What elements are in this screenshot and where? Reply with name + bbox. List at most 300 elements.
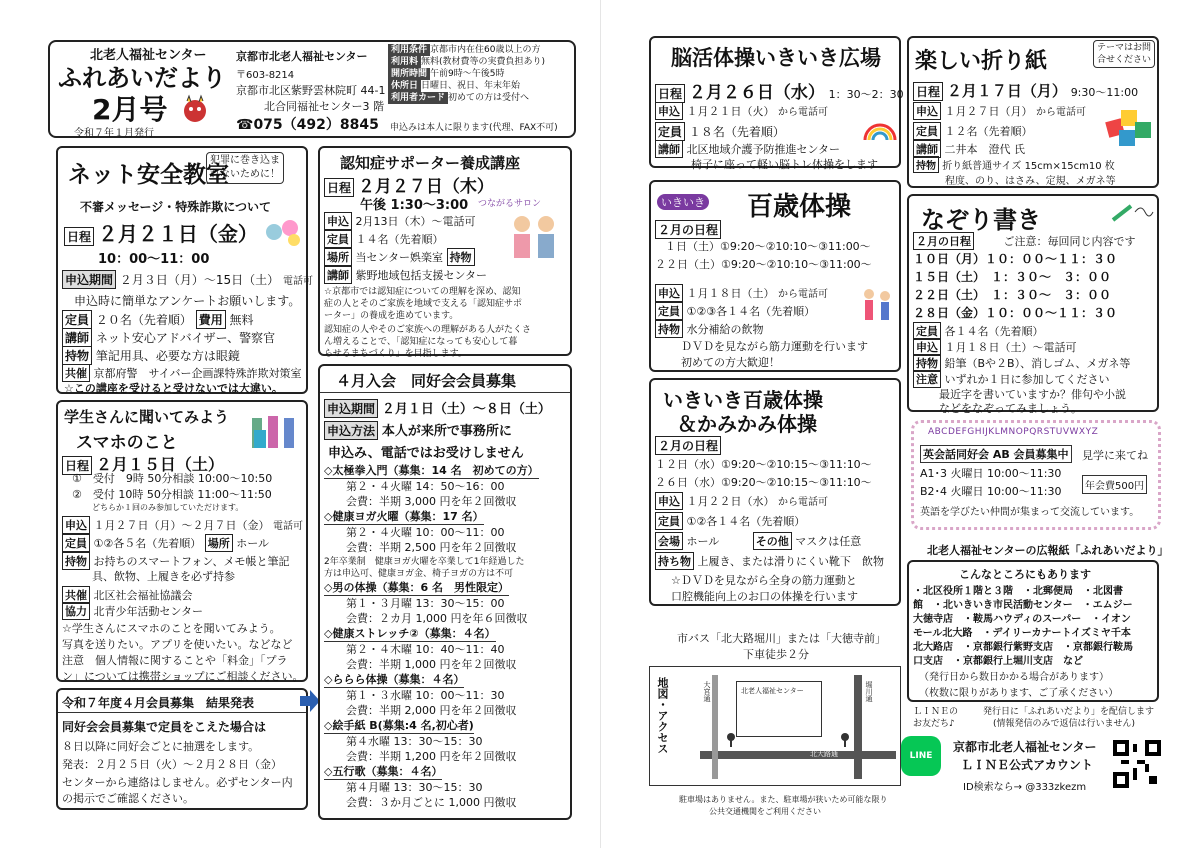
nazori-items: 鉛筆（Bや２B）、消しゴム、メガネ等 (944, 357, 1131, 370)
club-name: ◇ららら体操（募集：４名） (324, 673, 465, 686)
english-visit: 見学に来てね (1082, 449, 1148, 462)
dementia-place-row (324, 248, 475, 266)
map-kitaoji: 北大路通 (810, 750, 838, 758)
net-co: 京都府警 サイバー企画課特殊詐欺対策室 (93, 367, 302, 380)
english-title: 英会話同好会 AB 会員募集中 (920, 445, 1072, 463)
club-name: ◇五行歌（募集：４名） (324, 765, 443, 778)
hundred-apply-label: 申込 (655, 284, 683, 302)
phone-coop-label: 協力 (62, 602, 90, 620)
phone-apply-row (62, 516, 303, 534)
header-address-org: 京都市北老人福祉センター (236, 50, 368, 63)
phone-items2: 具、飲物、上履きを必ず持参 (92, 570, 235, 583)
newsletter-l4: モール北大路 ・デイリーカナートイズミヤ千本 (913, 628, 1131, 639)
net-apply-row (62, 270, 313, 289)
phone-apply-note: 電話可 (273, 521, 303, 532)
nazori-date1: １０日（月）１０：００～１１：３０ (913, 252, 1118, 266)
net-cap: ２０名（先着順） (95, 313, 192, 327)
line-account: ＬＩＮＥ公式アカウント (961, 758, 1093, 772)
kamikami-dates-label: ２月の日程 (655, 436, 721, 455)
origami-theme1: テーマはお問 (1097, 43, 1152, 53)
origami-apply-row (913, 102, 1086, 120)
kamikami-apply-note: から電話可 (778, 497, 828, 508)
map-bus2: 下車徒歩２分 (743, 648, 809, 661)
nazori-title: なぞり書き (921, 206, 1041, 234)
hundred-apply-note: から電話可 (778, 289, 828, 300)
hundred-tag: いきいき (657, 194, 709, 210)
phone-session-note: どちらか１回のみ参加していただけます。 (92, 503, 244, 512)
dementia-time: 午後 1:30～3:00 (360, 198, 469, 213)
newsletter-l7: （発行日から数日かかる場合があります） (919, 672, 1109, 683)
club-l2: 会費：半期 1,000 円を年２回徴収 (346, 658, 517, 671)
phone-date-label: 日程 (62, 456, 92, 475)
origami-lect: 二井本 澄代 氏 (944, 143, 1025, 156)
april-method: 本人が来所で事務所に (381, 424, 512, 439)
origami-items-label: 持物 (913, 156, 939, 173)
nazori-cap: 各１４名（先着順） (944, 325, 1044, 338)
smartphone-panel (56, 400, 308, 682)
club-l2: 会費：半期 3,000 円を年２回徴収 (346, 495, 517, 508)
april-method-row (324, 420, 512, 440)
hundred-text1: ＤＶＤを見ながら筋力運動を行います (681, 340, 868, 353)
brain-date-label: 日程 (655, 84, 685, 103)
header-note: 申込みは本人に限ります(代理、FAX不可) (390, 123, 558, 133)
net-note: ☆この講座を受けると受けないでは大違い。 (64, 382, 283, 395)
dementia-text6: らせるまちづくり」を目指します。 (324, 349, 467, 359)
hundred-items-row (655, 320, 764, 338)
nazori-text2: などをなぞってみましょう。 (939, 402, 1082, 415)
club-name: ◇太極拳入門（募集：14 名 初めての方） (324, 464, 539, 477)
nazori-date2: １５日（土） １：３０～ ３：００ (913, 270, 1112, 284)
net-cap-row (62, 310, 254, 329)
dementia-salon: つながるサロン (478, 199, 542, 209)
kamikami-items: 上履き、または滑りにくい靴下 飲物 (697, 555, 885, 568)
phone-text3: 注意 個人情報に関することや「料金」「プラ (62, 654, 288, 667)
result-title: 令和７年度４月会員募集 結果発表 (62, 696, 255, 710)
hundred-apply-row (655, 284, 828, 302)
club-name: ◇男の体操（募集：6 名 男性限定） (324, 581, 509, 594)
info-row-text: 京都市内在住60歳以上の方 (430, 45, 541, 55)
april-period-row (324, 398, 551, 418)
hundred-cap-label: 定員 (655, 302, 683, 320)
nazori-note: ご注意：毎回同じ内容です (1003, 235, 1136, 248)
map-frame (649, 666, 901, 786)
dementia-cap-row (324, 230, 444, 248)
phone-session2: ② 受付 10時 50分相談 11:00～11:50 (72, 488, 272, 501)
net-title: ネット安全教室 (68, 162, 229, 188)
info-row-text: 午前9時～午後5時 (430, 69, 505, 79)
club-l1: 第４月曜 13：30～15：30 (346, 781, 483, 794)
english-a: A1･3 火曜日 10:00～11:30 (920, 467, 1062, 480)
dementia-text4: 認知症の人やそのご家族への理解がある人がたくさ (324, 325, 532, 335)
net-time: 10：00～11：00 (98, 252, 210, 267)
map-park1: 駐車場はありません。また、駐車場が狭いため可能な限り (679, 795, 888, 804)
origami-apply-note: から電話可 (1036, 107, 1086, 118)
nazori-att-label: 注意 (913, 370, 941, 388)
nazori-text1: 最近字を書いていますか？俳句や小説 (939, 388, 1126, 401)
kamikami-other: マスクは任意 (795, 535, 862, 548)
net-subtitle: 不審メッセージ・特殊詐欺について (80, 200, 272, 214)
line-friend2: お友だち♪ (913, 719, 955, 729)
result-panel (56, 688, 308, 810)
info-row (388, 68, 545, 80)
april-method-label: 申込方法 (324, 421, 378, 440)
result-line1: 同好会会員募集で定員をこえた場合は (62, 720, 267, 734)
header-issue: 2月号 (92, 93, 168, 126)
nazori-att: いずれか１日に参加してください (944, 373, 1110, 386)
map-bus1: 市バス「北大路堀川」または「大徳寺前」 (677, 632, 886, 645)
phone-co-label: 共催 (62, 586, 90, 604)
info-row-text: 初めての方は受付へ (448, 93, 530, 103)
kamikami-items-row (655, 552, 884, 570)
net-apply-note: 電話可 (282, 276, 313, 287)
newsletter-l1: ・北区役所１階と３階 ・北郵便局 ・北図書 (913, 586, 1123, 597)
net-items-row (62, 346, 240, 365)
origami-items2: 程度、のり、はさみ、定規、メガネ等 (945, 176, 1116, 187)
net-lect-row (62, 328, 275, 347)
header-date: 令和７年１月発行 (74, 128, 154, 139)
kamikami-venue-row (655, 532, 861, 550)
brain-lect-label: 講師 (655, 140, 683, 158)
info-row-label: 利用料 (388, 56, 421, 68)
club-l2: 会費：３か月ごとに 1,000 円徴収 (346, 796, 517, 809)
club-n2: 方は申込可、健康ヨガ金、椅子ヨガの方は不可 (324, 569, 514, 579)
kamikami-apply-row (655, 492, 828, 510)
header-tel: ☎075（492）8845 (236, 117, 379, 133)
phone-cap: ①②各５名（先着順） (93, 537, 202, 550)
club-name: ◇絵手紙 B(募集:4 名,初心者) (324, 719, 474, 732)
phone-title1: 学生さんに聞いてみよう (64, 408, 230, 426)
club-l2: 会費：半期 2,000 円を年２回徴収 (346, 704, 517, 717)
origami-date-row (913, 80, 1138, 101)
net-bubble-line1: 犯罪に巻き込ま (210, 155, 280, 166)
net-items: 筆記用具、必要な方は眼鏡 (95, 349, 240, 363)
map-horikawa: 堀川通 (865, 681, 873, 702)
nazori-cap-label: 定員 (913, 322, 941, 340)
oni-mascot-icon (178, 94, 212, 124)
club-l2: 会費：半期 1,200 円を年２回徴収 (346, 750, 517, 763)
brain-apply-label: 申込 (655, 102, 683, 120)
dementia-place: 当センター娯楽室 (355, 251, 444, 264)
dementia-text3: ーター」の養成を進めています。 (324, 311, 459, 321)
newsletter-panel (907, 560, 1159, 702)
phone-coop-row (62, 602, 203, 620)
map-area (649, 626, 903, 830)
origami-lect-label: 講師 (913, 140, 941, 158)
origami-theme-bubble (1093, 40, 1155, 68)
dementia-apply-row (324, 212, 476, 230)
net-safety-panel (56, 146, 313, 395)
april-method2: 申込み、電話ではお受けしません (328, 446, 524, 461)
brain-text1: 椅子に座って軽い脳トレ体操をします (691, 158, 878, 171)
nazori-panel (907, 194, 1159, 415)
info-row-text: 無料(教材費等の実費負担あり) (421, 57, 546, 67)
hundred-cap: ①②③各１４名（先着順） (686, 305, 816, 318)
origami-panel (907, 36, 1159, 188)
smartphone-bubbles-icon (264, 218, 304, 248)
origami-theme2: 合せください (1097, 55, 1152, 65)
line-friend1: ＬＩＮＥの (913, 707, 959, 717)
nazori-dates-row (913, 232, 1136, 250)
result-line2: ８日以降に同好会ごとに抽選をします。 (62, 740, 260, 753)
nazori-dates-label: ２月の日程 (913, 232, 974, 250)
newsletter-l6: 口支店 ・京都銀行上堀川支店 など (913, 656, 1083, 667)
dementia-cap: １４名（先着順） (355, 233, 444, 246)
newsletter-l3: 大徳寺店 ・鞍馬ハウディのスーパー ・イオン (913, 614, 1131, 625)
brain-time: 1：30～2：30 (828, 88, 904, 101)
english-text1: 英語を学びたい仲間が集まって交流しています。 (920, 507, 1140, 518)
brain-date-row (655, 78, 904, 103)
phone-co: 北区社会福祉協議会 (93, 589, 193, 602)
dementia-lect-row (324, 266, 487, 284)
origami-apply: １月２７日（月） (944, 105, 1033, 118)
club-l1: 第２・４火曜 14：50～16：00 (346, 480, 505, 493)
net-date-row (64, 218, 258, 247)
kamikami-text2: 口腔機能向上のお口の体操を行います (671, 590, 858, 603)
net-date-label: 日程 (64, 227, 94, 246)
april-title: ４月入会 同好会会員募集 (336, 372, 517, 390)
header-info-table (388, 44, 545, 104)
info-row (388, 92, 545, 104)
pencil-icon (1109, 202, 1155, 224)
brain-lect: 北区地域介護予防推進センター (686, 143, 841, 156)
dementia-text1: ☆京都市では認知症についての理解を深め、認知 (324, 287, 521, 297)
club-l1: 第２・４火曜 10：00～11：00 (346, 526, 505, 539)
net-bubble (206, 152, 284, 184)
nazori-date4: ２８日（金）１０：００～１１：３０ (913, 306, 1118, 320)
info-row (388, 56, 545, 68)
qr-code-icon[interactable] (1113, 740, 1161, 788)
hundred-date1: １日（土）①9:20～②10:10～③11:00～ (665, 240, 871, 253)
april-period-label: 申込期間 (324, 399, 378, 418)
rainbow-icon (863, 122, 897, 142)
phone-title2: スマホのこと (76, 433, 178, 453)
line-info1: 発行日に「ふれあいだより」を配信します (983, 707, 1155, 717)
kamikami-venue-label: 会場 (655, 532, 683, 550)
phone-apply: １月２７日（月）～２月７日（金） (93, 519, 270, 532)
club-n1: 2年卒業制 健康ヨガ火曜を卒業して1年経過した (324, 557, 525, 567)
phone-place: ホール (236, 537, 270, 550)
phone-place-label: 場所 (205, 534, 233, 552)
origami-date: ２月１７日（月） (946, 82, 1067, 100)
dementia-lect: 紫野地域包括支援センター (355, 269, 488, 282)
net-lect-label: 講師 (62, 328, 92, 347)
english-alphabet: ABCDEFGHIJKLMNOPQRSTUVWXYZ (928, 427, 1099, 437)
nazori-date3: ２２日（土） １：３０～ ３：００ (913, 288, 1112, 302)
dementia-apply-label: 申込 (324, 212, 352, 230)
origami-date-label: 日程 (913, 82, 943, 101)
origami-title: 楽しい折り紙 (915, 49, 1048, 74)
kamikami-panel (649, 378, 901, 606)
phone-session1: ① 受付 9時 50分相談 10:00～10:50 (72, 472, 273, 485)
april-period: ２月１日（土）～８日（土） (381, 402, 551, 417)
right-page (600, 0, 1200, 848)
net-co-label: 共催 (62, 364, 90, 382)
map-label: 地図・アクセス (656, 677, 669, 754)
brain-date: ２月２６日（水） (688, 83, 825, 103)
english-fee: 年会費500円 (1082, 475, 1147, 494)
kamikami-cap: ①②各１４名（先着順） (686, 515, 806, 528)
map-road-v2 (854, 675, 862, 779)
newsletter-title: 北老人福祉センターの広報紙「ふれあいだより」 (927, 544, 1169, 557)
phone-apply-label: 申込 (62, 516, 90, 534)
origami-items1: 折り紙普通サイズ 15cm×15cm10 枚 (942, 161, 1115, 172)
newsletter-l2: 館 ・北いきいき市民活動センター ・エムジー (913, 600, 1133, 611)
map-road-h (700, 751, 896, 759)
dementia-date-label: 日程 (324, 178, 354, 197)
club-l1: 第１・３月曜 13：30～15：00 (346, 597, 505, 610)
elderly-couple-icon (504, 210, 564, 262)
kamikami-items-label: 持ち物 (655, 552, 694, 570)
club-l2: 会費：半期 2,500 円を年２回徴収 (346, 541, 517, 554)
dementia-place-label: 場所 (324, 248, 352, 266)
hundred-date2: ２２日（土）①9:20～②10:10～③11:00～ (655, 258, 872, 271)
line-logo-icon[interactable]: LINE (901, 736, 941, 776)
map-omiya: 大宮通 (703, 681, 711, 702)
english-panel (911, 420, 1161, 530)
header-building: 北合同福祉センター3 階 (264, 100, 385, 113)
dementia-text5: ん増えることで、「認知症になっても安心して暮 (324, 337, 518, 347)
origami-cap-label: 定員 (913, 122, 941, 140)
brain-cap-label: 定員 (655, 122, 685, 141)
dementia-title: 認知症サポーター養成講座 (340, 154, 521, 172)
phone-items-label: 持物 (62, 552, 90, 570)
hundred-items-label: 持物 (655, 320, 683, 338)
line-id: ID検索なら→ @333zkezm (963, 782, 1087, 793)
kamikami-apply-label: 申込 (655, 492, 683, 510)
info-row-label: 利用者カード (388, 92, 448, 104)
club-l1: 第２・４木曜 10：40～11：40 (346, 643, 505, 656)
result-line5: の掲示でご確認ください。 (62, 792, 194, 805)
phone-date: ２月１５日（土） (95, 455, 224, 474)
kamikami-title2: ＆かみかみ体操 (677, 412, 817, 436)
brain-cap-row (655, 122, 785, 141)
origami-items-row (913, 156, 1115, 173)
origami-cap-row (913, 122, 1033, 140)
net-lect: ネット安心アドバイザー、警察官 (95, 331, 276, 345)
info-row (388, 80, 545, 92)
net-apply-label: 申込期間 (62, 270, 116, 289)
kamikami-venue: ホール (686, 535, 720, 548)
nazori-items-label: 持物 (913, 354, 941, 372)
phone-coop: 北青少年活動センター (93, 605, 204, 618)
club-name: ◇健康ストレッチ②（募集：４名） (324, 627, 496, 640)
origami-cap: １２名（先着順） (944, 125, 1033, 138)
map-park2: 公共交通機関をご利用ください (709, 807, 821, 816)
kamikami-apply: １月２２日（水） (686, 495, 775, 508)
brain-title: 脳活体操いきいき広場 (671, 46, 881, 70)
kamikami-text1: ☆ＤＶＤを見ながら全身の筋力運動と (671, 574, 857, 587)
net-apply2: 申込時に簡単なアンケートお願いします。 (74, 294, 301, 308)
dementia-date: ２月２７日（木） (357, 177, 494, 197)
nazori-apply: １月１８日（土）～電話可 (944, 341, 1077, 354)
info-row-label: 開所時間 (388, 68, 430, 80)
phone-cap-label: 定員 (62, 534, 90, 552)
english-b: B2･4 火曜日 10:00～11:30 (920, 485, 1062, 498)
hundred-title: 百歳体操 (747, 192, 852, 222)
bus-stop-icon (840, 733, 850, 747)
hundred-apply: １月１８日（土） (686, 287, 775, 300)
brain-apply-note: から電話可 (778, 107, 828, 118)
line-org: 京都市北老人福祉センター (953, 740, 1097, 754)
net-fee-label: 費用 (196, 310, 226, 329)
brain-apply-row (655, 102, 828, 120)
info-row-label: 利用条件 (388, 44, 430, 56)
phone-items1: お持ちのスマートフォン、メモ帳と筆記 (93, 555, 290, 568)
info-row (388, 44, 545, 56)
kamikami-date2: ２６日（水）①9:20～②10:15～③11:10～ (655, 476, 872, 489)
net-apply: ２月３日（月）～15日（土） (119, 273, 280, 287)
net-fee: 無料 (229, 313, 254, 327)
dementia-text2: 症の人とそのご家族を地域で支える「認知症サポ (324, 299, 523, 309)
map-road-v1 (712, 675, 718, 779)
map-center-building (736, 681, 822, 737)
origami-apply-label: 申込 (913, 102, 941, 120)
kamikami-cap-label: 定員 (655, 512, 683, 530)
hundred-panel (649, 180, 901, 372)
header-zip: 〒603-8214 (236, 70, 295, 81)
brain-cap: １８名（先着順） (688, 125, 785, 139)
net-items-label: 持物 (62, 346, 92, 365)
map-center-label: 北老人福祉センター (741, 687, 804, 695)
exercise-people-icon (857, 286, 897, 326)
april-panel (318, 364, 572, 820)
brain-apply: １月２１日（火） (686, 105, 775, 118)
info-row-label: 休所日 (388, 80, 421, 92)
hundred-cap-row (655, 302, 815, 320)
club-l2: 会費：２カ月 1,000 円を年６回徴収 (346, 612, 528, 625)
nazori-apply-label: 申込 (913, 338, 941, 356)
kamikami-title1: いきいき百歳体操 (663, 388, 823, 412)
net-cap-label: 定員 (62, 310, 92, 329)
newsletter-l5: 北大路店 ・京都銀行紫野支店 ・京都銀行鞍馬 (913, 642, 1133, 653)
bus-stop-icon-2 (726, 733, 736, 747)
origami-time: 9:30～11:00 (1070, 86, 1139, 99)
header-name: ふれあいだより (58, 64, 226, 92)
hundred-text2: 初めての方大歓迎！ (681, 356, 780, 369)
phone-text1: ☆学生さんにスマホのことを聞いてみよう。 (62, 622, 281, 635)
dementia-items-label: 持物 (447, 248, 475, 266)
dementia-cap-label: 定員 (324, 230, 352, 248)
phone-text2: 写真を送りたい。アプリを使いたい。などなど (62, 638, 293, 651)
newsletter-l8: （枚数に限りがあります、ご了承ください） (919, 688, 1119, 699)
dementia-lect-label: 講師 (324, 266, 352, 284)
origami-paper-icon (1105, 106, 1155, 150)
hundred-items: 水分補給の飲物 (686, 323, 764, 336)
net-date: ２月２１日（金） (97, 222, 258, 246)
kamikami-date1: １２日（水）①9:20～②10:15～③11:10～ (655, 458, 872, 471)
net-bubble-line2: れないために！ (210, 169, 280, 180)
dementia-apply: 2月13日（木）～電話可 (355, 215, 476, 228)
info-row-text: 日曜日、祝日、年末年始 (421, 81, 521, 91)
brain-panel (649, 36, 904, 171)
header-address: 京都市北区紫野雲林院町 44-1 (236, 84, 386, 97)
club-l1: 第４水曜 13：30～15：30 (346, 735, 483, 748)
newsletter-sub: こんなところにもあります (959, 568, 1091, 581)
arrow-right-icon (300, 690, 320, 712)
line-info2: (情報発信のみで返信は行いません) (993, 719, 1136, 729)
result-line4: センターから連絡はしません。必ずセンター内 (62, 776, 293, 789)
dementia-panel (318, 146, 572, 359)
students-icon (248, 408, 304, 450)
kamikami-other-label: その他 (753, 532, 792, 550)
phone-text4: ン」については携帯ショップにご相談ください。 (62, 670, 304, 683)
hundred-dates-label: ２月の日程 (655, 220, 721, 239)
club-l1: 第１・３水曜 10：00～11：30 (346, 689, 505, 702)
header-org: 北老人福祉センター (90, 48, 207, 63)
header-panel (48, 40, 576, 138)
result-line3: 発表：２月２５日（火）～２月２８日（金） (62, 758, 282, 771)
club-name: ◇健康ヨガ火曜（募集：17 名） (324, 510, 484, 523)
